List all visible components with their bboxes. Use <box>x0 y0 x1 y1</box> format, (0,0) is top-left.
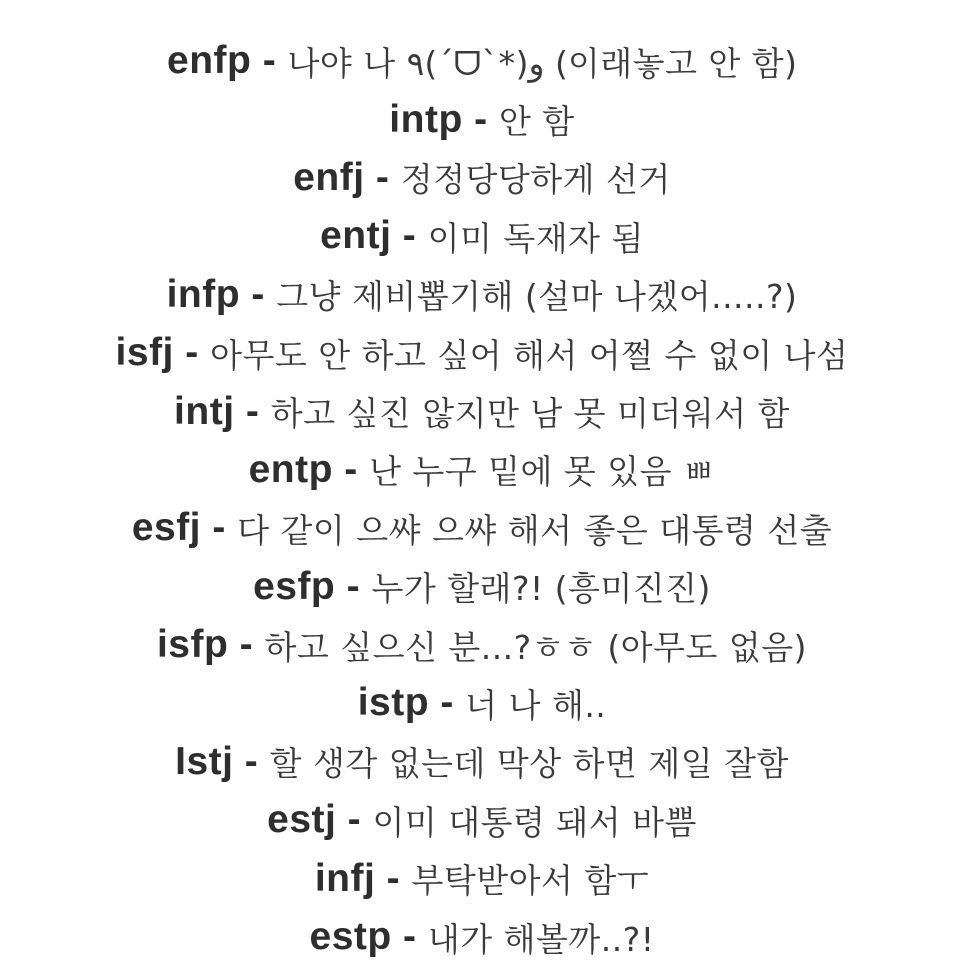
mbti-type: infp <box>166 272 241 316</box>
mbti-line-esfp <box>0 558 964 616</box>
separator: - <box>240 272 277 316</box>
separator: - <box>234 389 271 433</box>
separator: - <box>391 214 428 258</box>
mbti-type: estp <box>309 915 392 959</box>
mbti-line-enfp <box>0 32 964 90</box>
mbti-description: 난 누구 밑에 못 있음 ㅃ <box>369 452 716 492</box>
mbti-description: 이미 대통령 돼서 바쁨 <box>372 802 697 842</box>
mbti-line-entj <box>0 207 964 265</box>
mbti-description: 안 함 <box>498 102 575 142</box>
mbti-line-estj <box>0 791 964 849</box>
mbti-description: 누가 할래?! (흥미진진) <box>371 569 711 609</box>
separator: - <box>201 506 238 550</box>
mbti-description: 아무도 안 하고 싶어 해서 어쩔 수 없이 나섬 <box>210 335 849 375</box>
mbti-description: 내가 해볼까..?! <box>427 919 655 959</box>
separator: - <box>332 447 370 491</box>
mbti-type: Istj <box>175 739 234 783</box>
mbti-type: entj <box>320 214 392 258</box>
mbti-description: 할 생각 없는데 막상 하면 제일 잘함 <box>269 744 789 784</box>
mbti-description: 이미 독재자 됨 <box>427 218 644 258</box>
mbti-type: estj <box>267 798 337 842</box>
mbti-line-istj <box>0 733 964 791</box>
separator: - <box>391 915 428 959</box>
mbti-line-infj <box>0 849 964 907</box>
separator: - <box>173 331 211 375</box>
mbti-line-isfp <box>0 616 964 674</box>
mbti-line-enfj <box>0 149 964 207</box>
mbti-type: intp <box>389 97 463 141</box>
mbti-description: 하고 싶으신 분...?ㅎㅎ (아무도 없음) <box>264 627 808 667</box>
separator: - <box>335 564 372 608</box>
mbti-description: 나야 나 ٩(ˊᗜˋ*)و (이래놓고 안 함) <box>287 43 797 83</box>
mbti-line-istp <box>0 674 964 732</box>
separator: - <box>251 39 288 83</box>
mbti-description: 그냥 제비뽑기해 (설마 나겠어.....?) <box>276 277 798 317</box>
mbti-description: 다 같이 으쌰 으쌰 해서 좋은 대통령 선출 <box>237 510 833 550</box>
separator: - <box>336 798 373 842</box>
mbti-type: enfj <box>293 155 365 199</box>
separator: - <box>233 739 270 783</box>
mbti-line-entp <box>0 441 964 499</box>
mbti-line-esfj <box>0 499 964 557</box>
mbti-line-infp <box>0 266 964 324</box>
mbti-line-intj <box>0 382 964 440</box>
separator: - <box>375 856 412 900</box>
mbti-type: infj <box>314 856 376 900</box>
mbti-description: 하고 싶진 않지만 남 못 미더워서 함 <box>270 394 790 434</box>
mbti-type: isfj <box>115 331 174 375</box>
mbti-list <box>0 32 964 966</box>
separator: - <box>364 155 401 199</box>
mbti-type: entp <box>248 447 333 491</box>
mbti-line-intp <box>0 90 964 148</box>
mbti-line-estp <box>0 908 964 966</box>
mbti-type: intj <box>174 389 235 433</box>
mbti-type: enfp <box>167 39 252 83</box>
mbti-description: 정정당당하게 선거 <box>400 160 671 200</box>
separator: - <box>462 97 499 141</box>
mbti-type: isfp <box>156 623 229 667</box>
separator: - <box>228 623 265 667</box>
mbti-line-isfj <box>0 324 964 382</box>
mbti-type: istp <box>357 681 430 725</box>
mbti-description: 너 나 해.. <box>465 685 607 725</box>
separator: - <box>429 681 466 725</box>
mbti-type: esfj <box>131 506 202 550</box>
mbti-description: 부탁받아서 함ㅜ <box>411 861 650 901</box>
mbti-type: esfp <box>253 564 336 608</box>
